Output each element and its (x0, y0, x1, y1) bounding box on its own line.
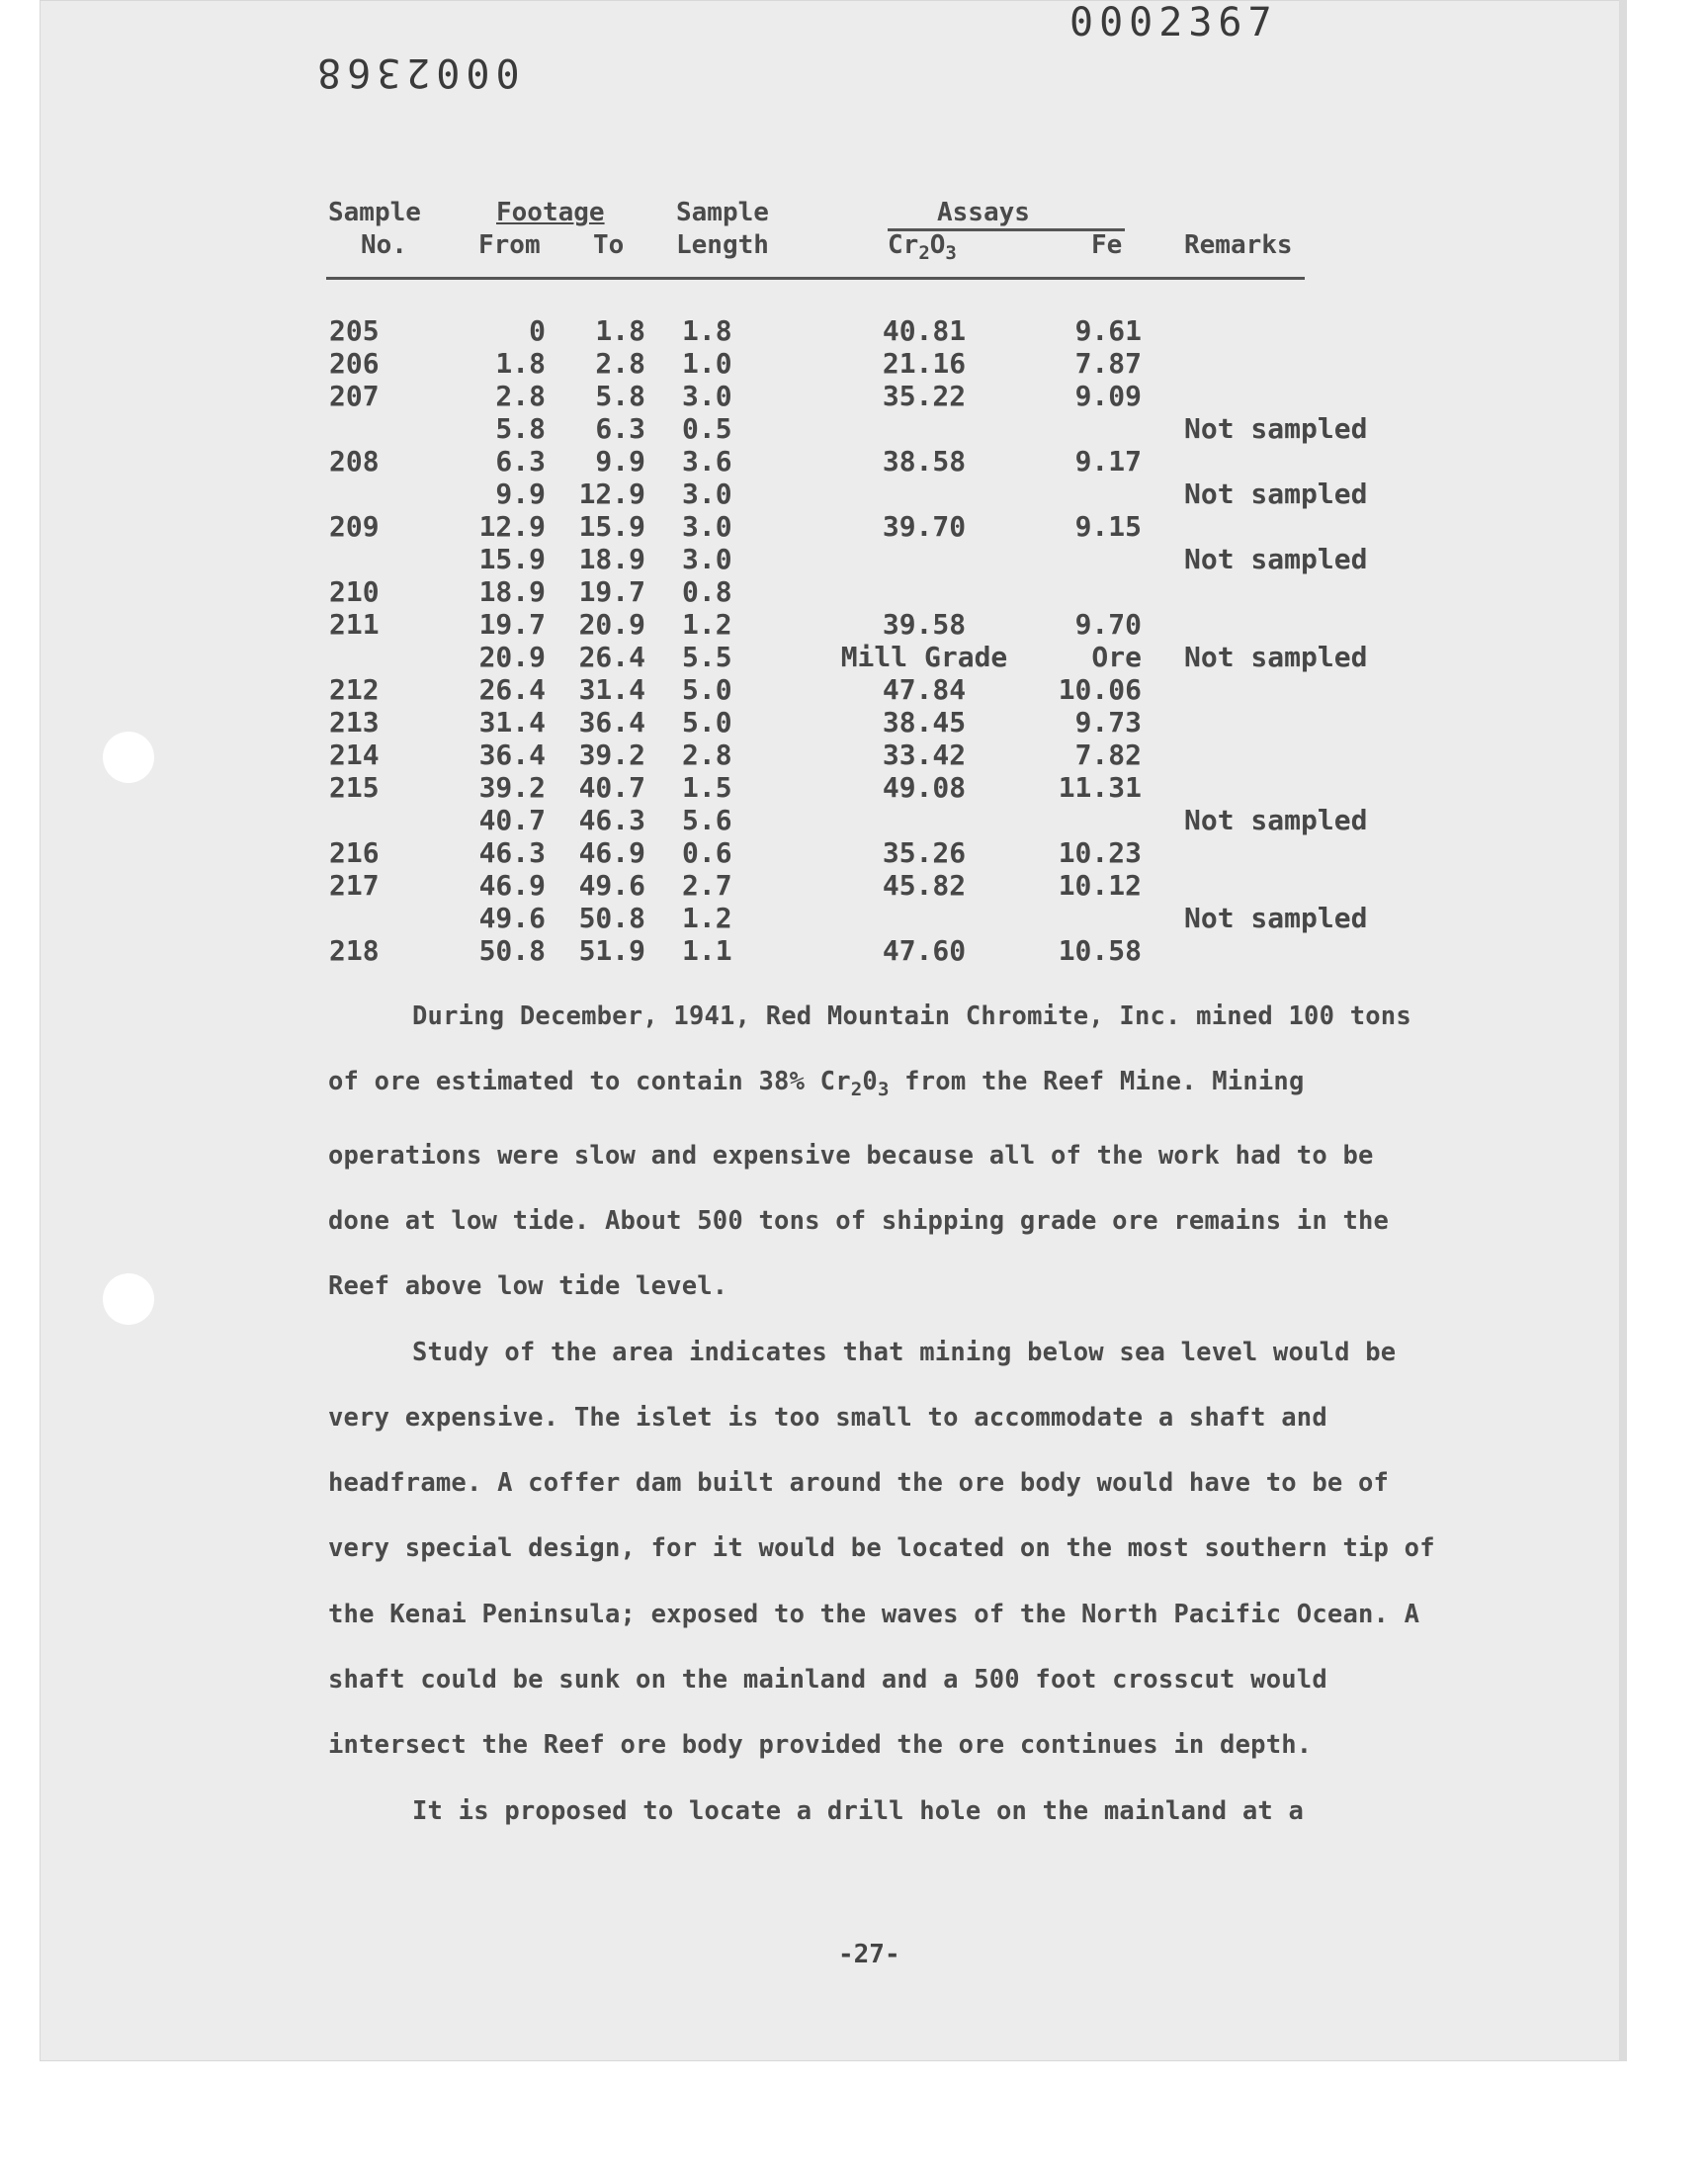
cell-from: 5.8 (495, 412, 546, 445)
cell-to: 46.9 (578, 836, 645, 869)
cell-fe: Ore (1091, 641, 1142, 673)
cell-fe: 10.06 (1058, 673, 1142, 706)
cell-fe: 10.58 (1058, 934, 1142, 967)
cell-no: 215 (329, 771, 380, 804)
cell-from: 36.4 (478, 739, 546, 771)
cell-length: 1.2 (682, 608, 732, 641)
cell-no: 205 (329, 314, 380, 347)
cell-length: 1.0 (682, 347, 732, 380)
cell-to: 19.7 (578, 575, 645, 608)
cell-cr2o3: 38.45 (882, 706, 967, 739)
page-edge-shadow (1619, 0, 1627, 2061)
cell-fe: 9.17 (1074, 445, 1142, 478)
cell-fe: 10.23 (1058, 836, 1142, 869)
cell-fe: 7.82 (1074, 739, 1142, 771)
cell-to: 20.9 (578, 608, 645, 641)
cell-to: 46.3 (578, 804, 645, 836)
cell-fe: 7.87 (1074, 347, 1142, 380)
header-sample-no-1: Sample (328, 198, 421, 227)
document-number-stamp-inverted: 0002368 (311, 49, 520, 95)
cell-to: 26.4 (578, 641, 645, 673)
cell-fe: 9.09 (1074, 380, 1142, 412)
cell-no: 206 (329, 347, 380, 380)
cell-remarks: Not sampled (1184, 641, 1368, 673)
cell-length: 1.1 (682, 934, 732, 967)
header-footage: Footage (496, 198, 605, 227)
cell-to: 1.8 (595, 314, 645, 347)
cell-length: 0.5 (682, 412, 732, 445)
cell-cr2o3: 33.42 (882, 739, 967, 771)
cell-to: 9.9 (595, 445, 645, 478)
cell-to: 40.7 (578, 771, 645, 804)
document-number-stamp: 0002367 (1069, 0, 1278, 45)
cell-to: 50.8 (578, 902, 645, 934)
cell-to: 2.8 (595, 347, 645, 380)
header-remarks: Remarks (1184, 230, 1293, 260)
cell-cr2o3: 38.58 (882, 445, 967, 478)
cell-from: 46.3 (478, 836, 546, 869)
cell-no: 218 (329, 934, 380, 967)
header-sample-length-2: Length (676, 230, 769, 260)
cell-length: 3.6 (682, 445, 732, 478)
body-text (328, 984, 1435, 1844)
cell-length: 5.0 (682, 706, 732, 739)
cell-length: 1.2 (682, 902, 732, 934)
cell-remarks: Not sampled (1184, 804, 1368, 836)
cell-cr2o3: 40.81 (882, 314, 967, 347)
cell-no: 212 (329, 673, 380, 706)
cell-from: 6.3 (495, 445, 546, 478)
cell-fe: 10.12 (1058, 869, 1142, 902)
cell-cr2o3: 49.08 (882, 771, 967, 804)
cell-cr2o3: 47.60 (882, 934, 967, 967)
header-cr2o3: $Cr_2O_3$ (888, 230, 957, 265)
cell-from: 2.8 (495, 380, 546, 412)
cell-to: 49.6 (578, 869, 645, 902)
cell-from: 18.9 (478, 575, 546, 608)
cell-length: 1.8 (682, 314, 732, 347)
cell-fe: 11.31 (1058, 771, 1142, 804)
cell-cr2o3: 21.16 (882, 347, 967, 380)
cell-to: 15.9 (578, 510, 645, 543)
cell-fe: 9.70 (1074, 608, 1142, 641)
cell-no: 207 (329, 380, 380, 412)
cell-length: 3.0 (682, 478, 732, 510)
punch-hole-upper (103, 732, 154, 783)
cell-length: 5.5 (682, 641, 732, 673)
cell-length: 1.5 (682, 771, 732, 804)
header-assays: Assays (937, 198, 1030, 227)
cell-cr2o3: Mill Grade (840, 641, 1008, 673)
cell-to: 31.4 (578, 673, 645, 706)
cell-fe: 9.15 (1074, 510, 1142, 543)
cell-from: 46.9 (478, 869, 546, 902)
header-sample-length-1: Sample (676, 198, 769, 227)
cell-from: 1.8 (495, 347, 546, 380)
cell-cr2o3: 39.70 (882, 510, 967, 543)
cell-from: 49.6 (478, 902, 546, 934)
cell-from: 40.7 (478, 804, 546, 836)
cell-no: 214 (329, 739, 380, 771)
cell-remarks: Not sampled (1184, 412, 1368, 445)
header-fe: Fe (1091, 230, 1123, 260)
cell-remarks: Not sampled (1184, 478, 1368, 510)
cell-length: 2.7 (682, 869, 732, 902)
header-divider (326, 277, 1305, 280)
cell-to: 6.3 (595, 412, 645, 445)
header-from: From (478, 230, 541, 260)
paragraph-1: During December, 1941, Red Mountain Chromite, Inc. mined 100 tons of ore estimated to contain 38% $Cr_20_3$ from the Reef Mine. Mining operations were slow and expensive because all of the work had to be done at low tide. About 500 tons of shipping grade ore remains in the Reef above low tide level. (328, 1001, 1411, 1302)
cell-length: 0.6 (682, 836, 732, 869)
cell-length: 5.0 (682, 673, 732, 706)
punch-hole-lower (103, 1273, 154, 1325)
page-number: -27- (838, 1940, 900, 1969)
cell-from: 31.4 (478, 706, 546, 739)
cell-from: 26.4 (478, 673, 546, 706)
cell-cr2o3: 35.26 (882, 836, 967, 869)
cell-no: 210 (329, 575, 380, 608)
cell-length: 3.0 (682, 510, 732, 543)
cell-cr2o3: 45.82 (882, 869, 967, 902)
cell-length: 3.0 (682, 380, 732, 412)
cell-length: 0.8 (682, 575, 732, 608)
cell-from: 19.7 (478, 608, 546, 641)
cell-to: 39.2 (578, 739, 645, 771)
cell-no: 208 (329, 445, 380, 478)
cell-cr2o3: 47.84 (882, 673, 967, 706)
cell-cr2o3: 35.22 (882, 380, 967, 412)
cell-fe: 9.61 (1074, 314, 1142, 347)
cell-no: 217 (329, 869, 380, 902)
cell-to: 12.9 (578, 478, 645, 510)
cell-from: 9.9 (495, 478, 546, 510)
cell-no: 216 (329, 836, 380, 869)
cell-from: 0 (529, 314, 546, 347)
cell-no: 213 (329, 706, 380, 739)
paragraph-3: It is proposed to locate a drill hole on the mainland at a (412, 1795, 1305, 1826)
cell-to: 5.8 (595, 380, 645, 412)
cell-from: 12.9 (478, 510, 546, 543)
cell-no: 209 (329, 510, 380, 543)
cell-length: 5.6 (682, 804, 732, 836)
cell-length: 2.8 (682, 739, 732, 771)
cell-length: 3.0 (682, 543, 732, 575)
cell-cr2o3: 39.58 (882, 608, 967, 641)
cell-to: 36.4 (578, 706, 645, 739)
cell-to: 51.9 (578, 934, 645, 967)
cell-no: 211 (329, 608, 380, 641)
paragraph-2: Study of the area indicates that mining below sea level would be very expensive. The islet is too small to accommodate a shaft and headframe. A coffer dam built around the ore body would have to be of very special design, for it would be located on the most southern tip of the Kenai Peninsula; exposed to the waves of the North Pacific Ocean. A shaft could be sunk on the mainland and a 500 foot crosscut would intersect the Reef ore body provided the ore continues in depth. (328, 1337, 1435, 1761)
cell-from: 39.2 (478, 771, 546, 804)
cell-from: 15.9 (478, 543, 546, 575)
cell-remarks: Not sampled (1184, 543, 1368, 575)
cell-fe: 9.73 (1074, 706, 1142, 739)
cell-from: 20.9 (478, 641, 546, 673)
cell-from: 50.8 (478, 934, 546, 967)
cell-remarks: Not sampled (1184, 902, 1368, 934)
header-sample-no-2: No. (361, 230, 407, 260)
cell-to: 18.9 (578, 543, 645, 575)
header-to: To (593, 230, 625, 260)
